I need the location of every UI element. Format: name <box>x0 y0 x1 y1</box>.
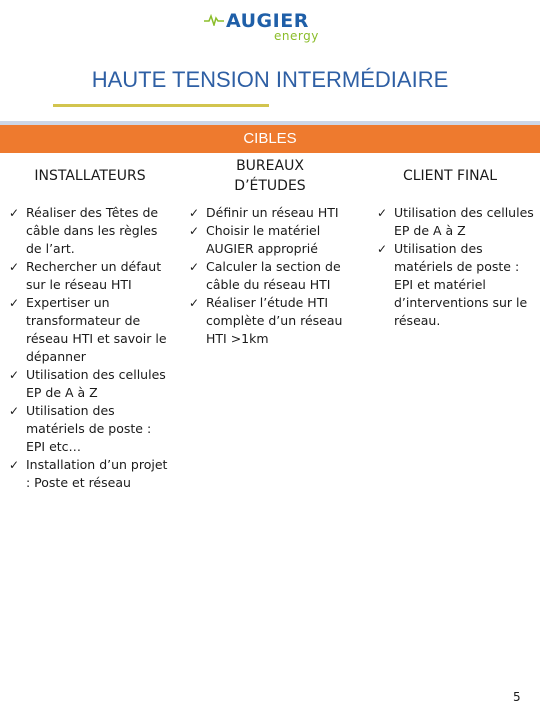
check-icon: ✓ <box>9 458 20 472</box>
check-icon: ✓ <box>189 224 200 238</box>
list-item <box>372 204 540 240</box>
logo-brand-text: AUGIER <box>226 10 309 32</box>
list-item-text: Réaliser des Têtes de câble dans les règles de l’art. <box>26 205 159 256</box>
list-item-text: Définir un réseau HTI <box>206 205 339 220</box>
client-final-list <box>372 204 540 330</box>
list-item-text: Utilisation des cellules EP de A à Z <box>26 367 166 400</box>
list-item-text: Rechercher un défaut sur le réseau HTI <box>26 259 162 292</box>
column-header-line: INSTALLATEURS <box>34 168 146 184</box>
check-icon: ✓ <box>9 404 20 418</box>
list-item-text: Réaliser l’étude HTI complète d’un réseau HTI >1km <box>206 295 343 346</box>
column-header-client-final <box>360 166 540 186</box>
column-header-bureaux-etudes <box>180 156 360 196</box>
list-item <box>4 294 174 366</box>
column-header-line: BUREAUX <box>236 158 304 174</box>
cibles-banner: CIBLES <box>0 125 540 153</box>
list-item <box>4 456 174 492</box>
column-header-installateurs <box>0 166 180 186</box>
list-item <box>184 204 354 222</box>
list-item <box>184 294 354 348</box>
check-icon: ✓ <box>9 206 20 220</box>
column-header-line: D’ÉTUDES <box>234 178 306 194</box>
check-icon: ✓ <box>377 206 388 220</box>
list-item-text: Utilisation des matériels de poste : EPI etc… <box>26 403 152 454</box>
list-item-text: Utilisation des cellules EP de A à Z <box>394 205 534 238</box>
list-item <box>4 402 174 456</box>
augier-energy-logo <box>204 10 334 44</box>
list-item <box>4 204 174 258</box>
list-item-text: Installation d’un projet : Poste et réseau <box>26 457 168 490</box>
check-icon: ✓ <box>9 260 20 274</box>
check-icon: ✓ <box>9 368 20 382</box>
list-item <box>372 240 540 330</box>
check-icon: ✓ <box>9 296 20 310</box>
logo-sub-text: energy <box>274 29 319 43</box>
pulse-icon <box>204 14 224 26</box>
list-item <box>184 222 354 258</box>
list-item-text: Utilisation des matériels de poste : EPI et matériel d’interventions sur le réseau. <box>394 241 528 328</box>
check-icon: ✓ <box>189 296 200 310</box>
list-item-text: Choisir le matériel AUGIER approprié <box>206 223 321 256</box>
check-icon: ✓ <box>189 260 200 274</box>
page-title: HAUTE TENSION INTERMÉDIAIRE <box>91 67 449 92</box>
page-number: 5 <box>513 690 521 704</box>
title-underline <box>53 104 269 107</box>
column-header-line: CLIENT FINAL <box>402 168 498 184</box>
installateurs-list <box>4 204 174 492</box>
list-item-text: Calculer la section de câble du réseau HTI <box>206 259 341 292</box>
check-icon: ✓ <box>377 242 388 256</box>
list-item <box>4 366 174 402</box>
check-icon: ✓ <box>189 206 200 220</box>
bureaux-etudes-list <box>184 204 354 348</box>
list-item-text: Expertiser un transformateur de réseau HTI et savoir le dépanner <box>26 295 167 364</box>
list-item <box>184 258 354 294</box>
list-item <box>4 258 174 294</box>
